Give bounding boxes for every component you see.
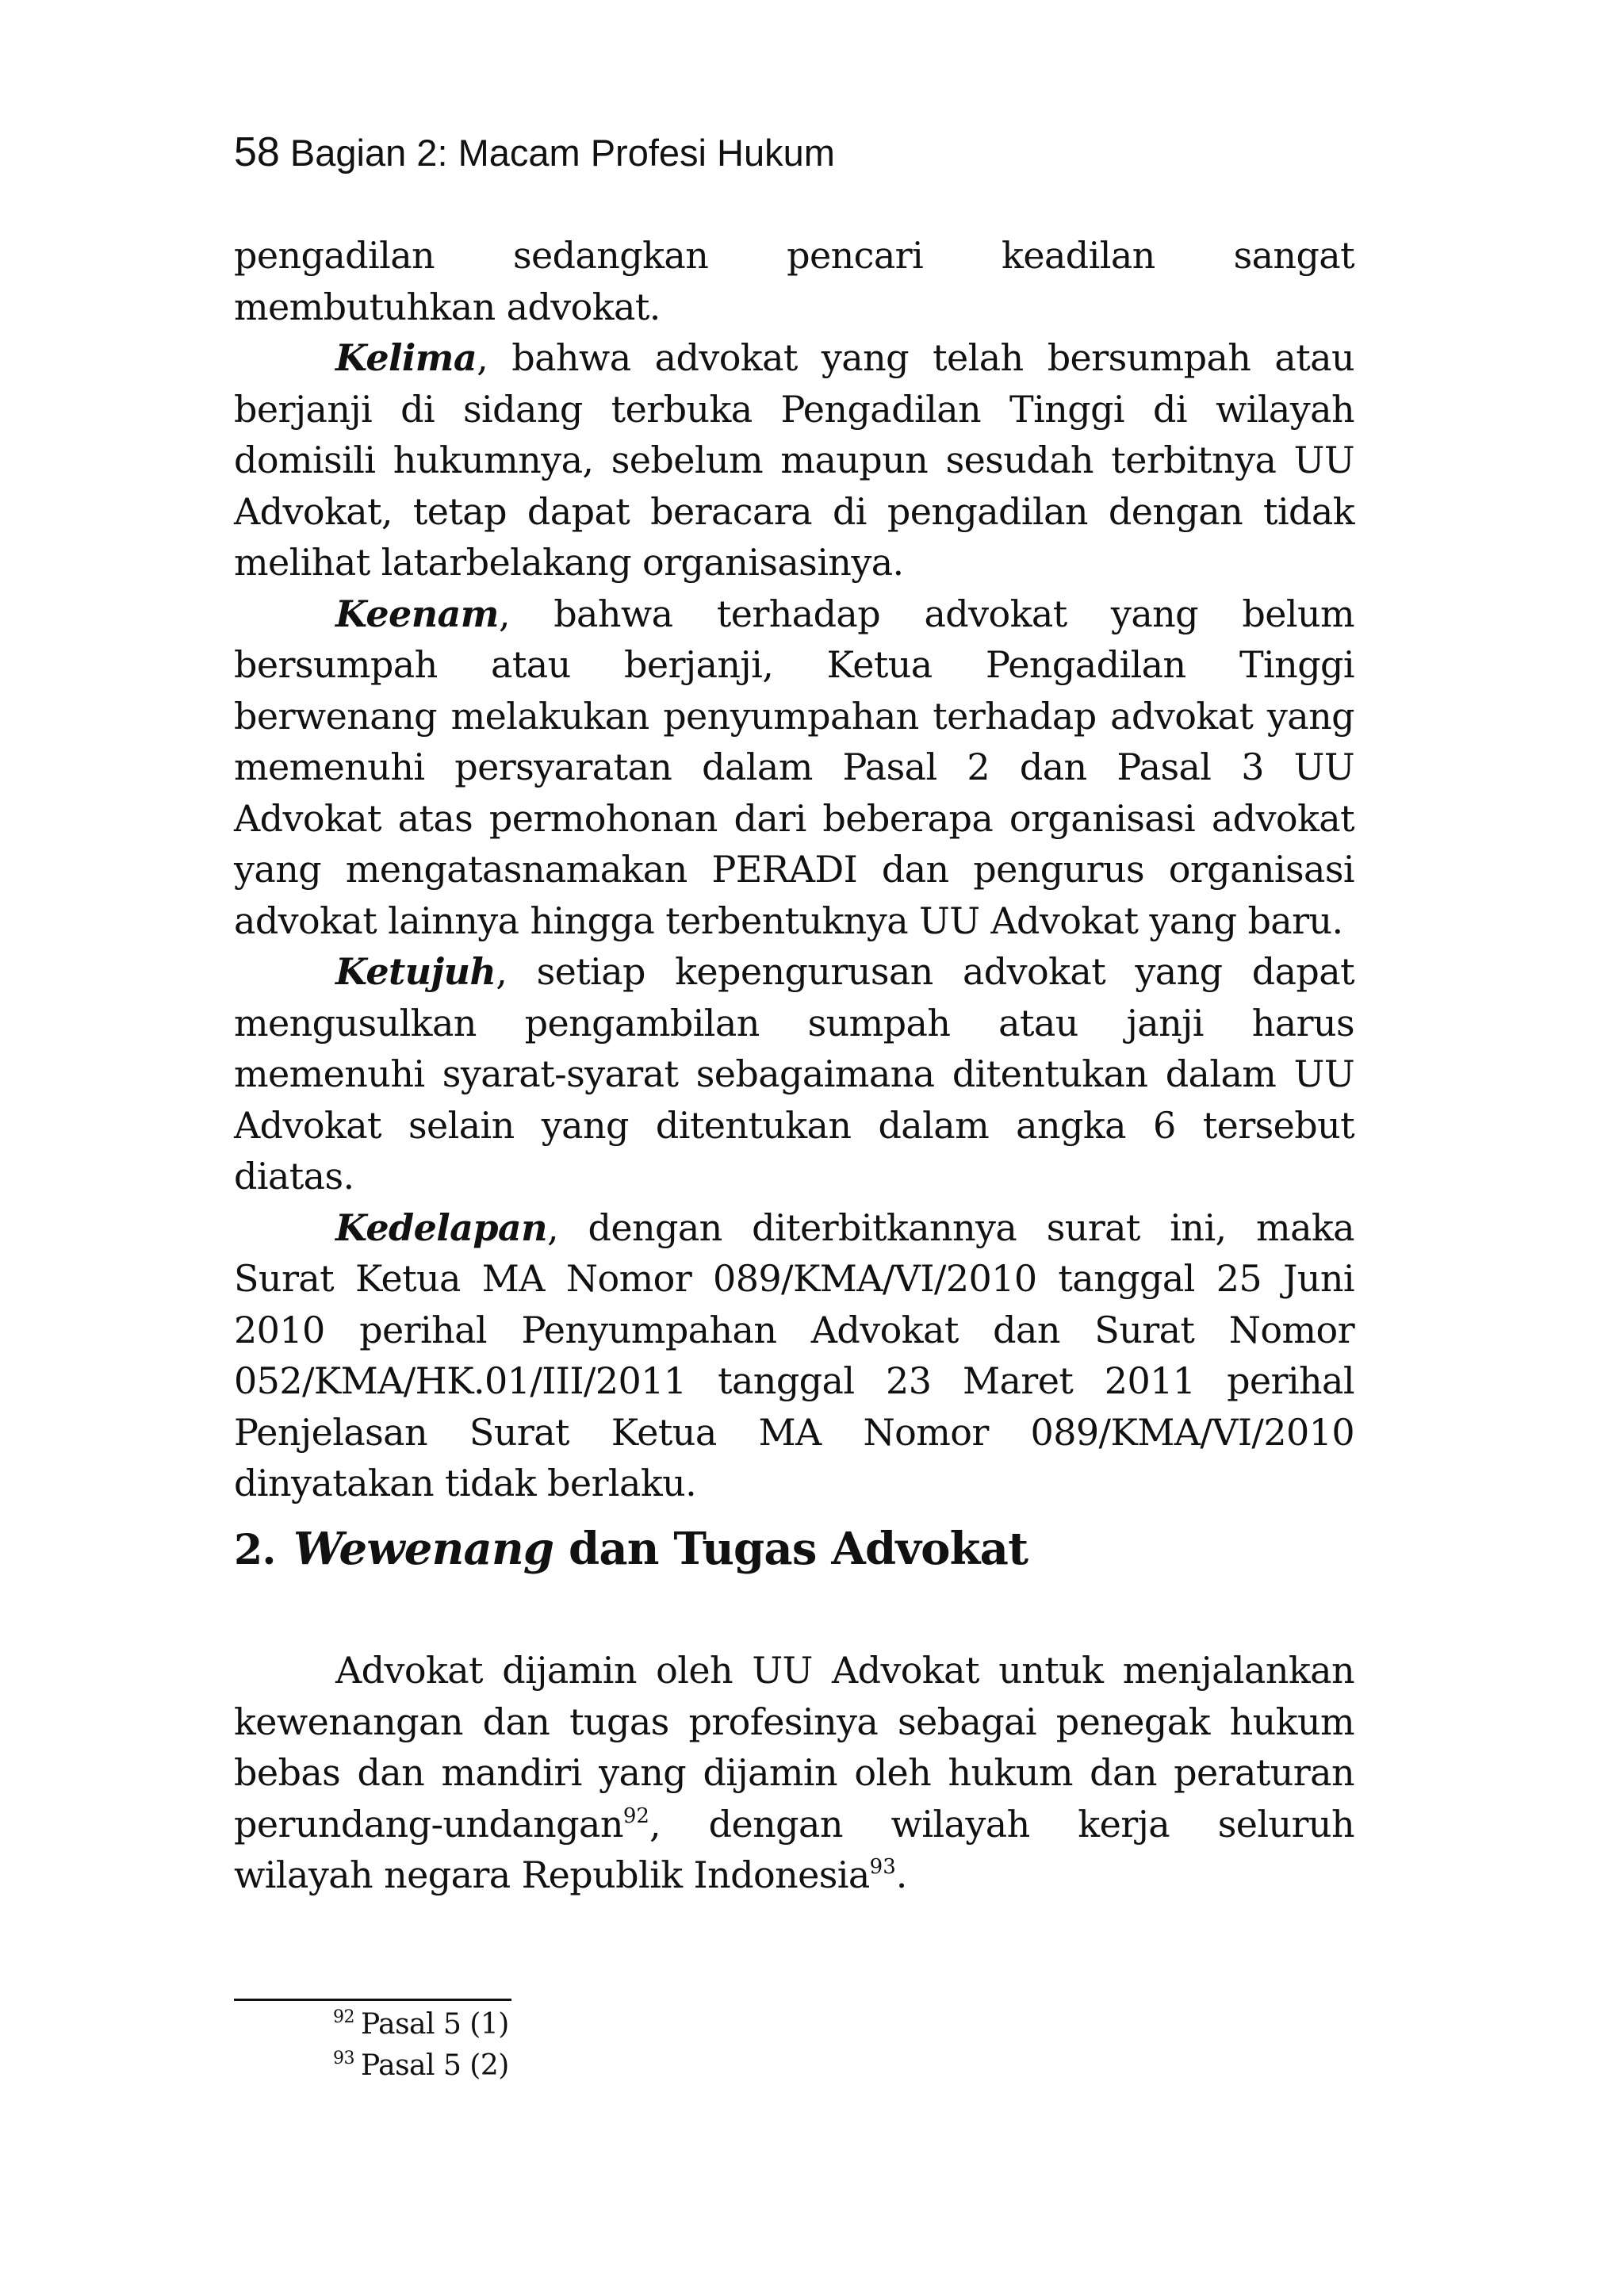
footnote-divider bbox=[234, 1999, 511, 2001]
point-paragraph-kelima bbox=[234, 332, 1354, 588]
page-number: 58 bbox=[234, 129, 280, 175]
footnotes bbox=[333, 2004, 509, 2087]
section-paragraph bbox=[234, 1645, 1354, 1901]
footnote-item-92 bbox=[333, 2004, 509, 2045]
footnote-item-93 bbox=[333, 2045, 509, 2087]
point-lead-keenam: Keenam bbox=[335, 592, 499, 635]
point-text-ketujuh: , setiap kepengurusan advokat yang dapat mengusulkan pengambilan sumpah atau janji harus memenuhi syarat-syarat sebagaimana ditentukan dalam UU Advokat selain yang ditentukan dalam angka 6 tersebut diatas. bbox=[234, 950, 1354, 1198]
point-text-kelima: , bahwa advokat yang telah bersumpah atau berjanji di sidang terbuka Pengadilan Tinggi di wilayah domisili hukumnya, sebelum maupun sesudah terbitnya UU Advokat, tetap dapat beracara di pengadilan dengan tidak melihat latarbelakang organisasinya. bbox=[234, 336, 1354, 584]
point-lead-ketujuh: Ketujuh bbox=[335, 950, 496, 993]
point-lead-kedelapan: Kedelapan bbox=[335, 1205, 547, 1249]
section-title-first-word: Wewenang bbox=[293, 1523, 554, 1575]
section-paragraph-part1: Advokat dijamin oleh UU Advokat untuk menjalankan kewenangan dan tugas profesinya sebagai penegak hukum bebas dan mandiri yang dijamin oleh hukum dan peraturan perundang-undangan bbox=[234, 1649, 1354, 1846]
body-text-upper bbox=[234, 230, 1354, 1509]
section-title-rest: dan Tugas Advokat bbox=[553, 1523, 1028, 1575]
footnote-number: 93 bbox=[333, 2049, 354, 2068]
footnote-number: 92 bbox=[333, 2007, 354, 2027]
chapter-title: Bagian 2: Macam Profesi Hukum bbox=[289, 132, 835, 174]
footnote-ref-93[interactable]: 93 bbox=[869, 1855, 896, 1879]
footnote-ref-92[interactable]: 92 bbox=[622, 1803, 649, 1828]
section-paragraph-part2: , dengan wilayah kerja seluruh wilayah negara Republik Indonesia bbox=[234, 1802, 1354, 1896]
point-paragraph-keenam bbox=[234, 588, 1354, 947]
section-heading bbox=[234, 1521, 1028, 1578]
continuation-paragraph: pengadilan sedangkan pencari keadilan sangat membutuhkan advokat. bbox=[234, 234, 1354, 328]
point-paragraph-ketujuh bbox=[234, 946, 1354, 1202]
body-text-lower bbox=[234, 1645, 1354, 1901]
point-paragraph-kedelapan bbox=[234, 1202, 1354, 1509]
footnote-text: Pasal 5 (2) bbox=[361, 2049, 509, 2082]
point-text-kedelapan: , dengan diterbitkannya surat ini, maka Surat Ketua MA Nomor 089/KMA/VI/2010 tanggal 25 Juni 2010 perihal Penyumpahan Advokat dan Surat Nomor 052/KMA/HK.01/III/2011 tanggal 23 Maret 2011 perihal Penjelasan Surat Ketua MA Nomor 089/KMA/VI/2010 dinyatakan tidak berlaku. bbox=[234, 1205, 1354, 1504]
section-number: 2. bbox=[234, 1526, 276, 1574]
footnote-text: Pasal 5 (1) bbox=[361, 2008, 509, 2041]
section-paragraph-part3: . bbox=[895, 1853, 907, 1896]
point-text-keenam: , bahwa terhadap advokat yang belum bersumpah atau berjanji, Ketua Pengadilan Tinggi berwenang melakukan penyumpahan terhadap advokat yang memenuhi persyaratan dalam Pasal 2 dan Pasal 3 UU Advokat atas permohonan dari beberapa organisasi advokat yang mengatasnamakan PERADI dan pengurus organisasi advokat lainnya hingga terbentuknya UU Advokat yang baru. bbox=[234, 592, 1354, 942]
running-header bbox=[234, 128, 835, 177]
point-lead-kelima: Kelima bbox=[335, 336, 477, 379]
